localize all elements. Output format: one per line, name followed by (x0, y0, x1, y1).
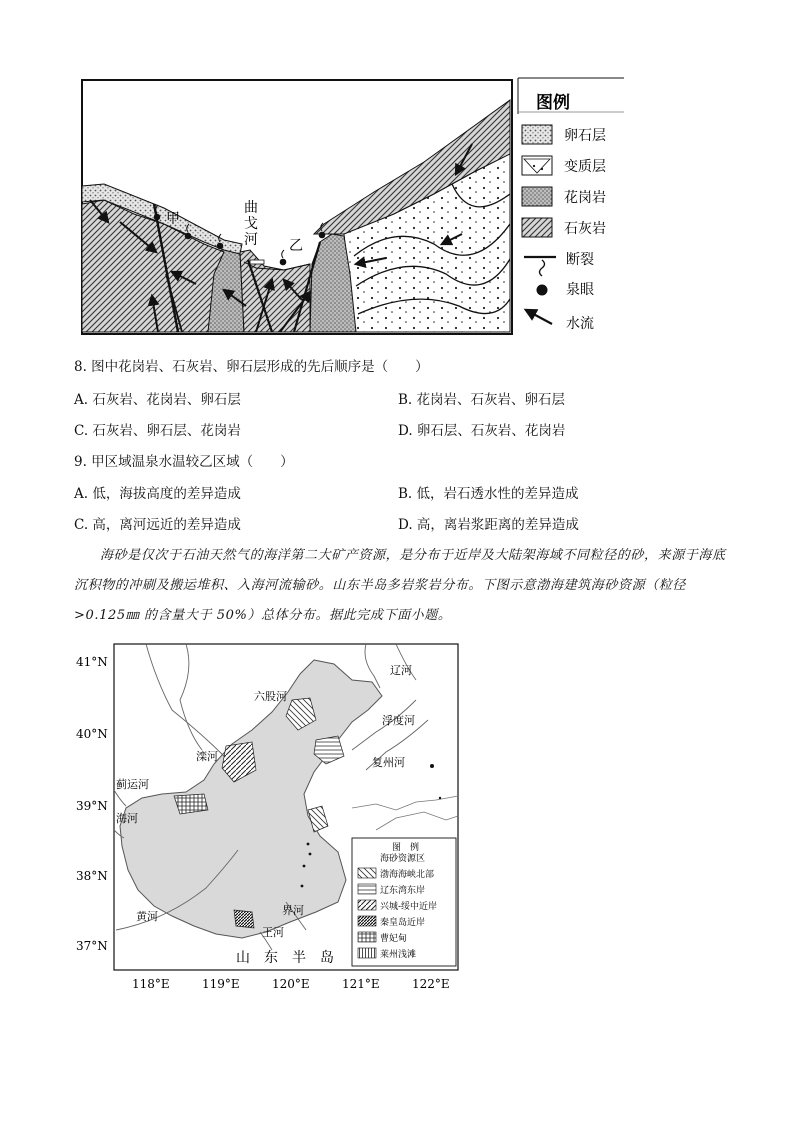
river-label-jiyun: 蓟运河 (116, 778, 149, 791)
river-label-jiehe: 界河 (282, 904, 304, 917)
legend-item-metamorphic: 变质层 (564, 159, 606, 175)
geology-figure (74, 74, 626, 338)
lat-38: 38°N (76, 869, 108, 883)
label-river-1: 曲 (244, 200, 258, 216)
passage-text: 海砂是仅次于石油天然气的海洋第二大矿产资源，是分布于近岸及大陆架海域不同粒径的砂，来源于海底沉积物的冲刷及搬运堆积、入海河流输砂。山东半岛多岩浆岩分布。下图示意渤海建筑海砂资源（粒径>0.125㎜ 的含量大于 50%）总体分布。据此完成下面小题。 (74, 548, 726, 623)
lat-labels (76, 655, 108, 953)
question-8-option-d[interactable]: D. 卵石层、石灰岩、花岗岩 (398, 423, 566, 439)
label-river-2: 戈 (244, 216, 258, 232)
question-8-option-a[interactable]: A. 石灰岩、花岗岩、卵石层 (74, 392, 241, 408)
legend-item-flow: 水流 (566, 316, 594, 332)
lon-121: 121°E (342, 977, 380, 991)
question-8-option-c[interactable]: C. 石灰岩、卵石层、花岗岩 (74, 423, 241, 439)
sand-legend-item-4: 秦皇岛近岸 (380, 918, 426, 928)
question-8-option-b[interactable]: B. 花岗岩、石灰岩、卵石层 (398, 392, 566, 408)
lat-41: 41°N (76, 655, 108, 669)
legend-item-spring: 泉眼 (566, 282, 594, 298)
geology-cross-section (74, 74, 626, 338)
lon-122: 122°E (412, 977, 450, 991)
label-jia: 甲 (166, 211, 180, 227)
legend-item-granite: 花岗岩 (564, 190, 606, 206)
question-9-option-c[interactable]: C. 高，离河远近的差异造成 (74, 517, 241, 533)
lat-40: 40°N (76, 727, 108, 741)
geology-legend (518, 78, 624, 332)
label-yi: 乙 (289, 238, 303, 254)
river-label-huanghe: 黄河 (136, 910, 158, 923)
sand-legend-subtitle: 海砂资源区 (380, 854, 426, 864)
zone-laizhou (234, 910, 254, 928)
sand-legend-item-6: 莱州浅滩 (380, 950, 417, 960)
river-label-luan: 滦河 (196, 750, 218, 763)
river-label-liugu: 六股河 (254, 690, 287, 703)
river-label-fuzhou: 复州河 (372, 756, 405, 769)
lon-labels (132, 977, 450, 991)
zone-caofeidian (174, 794, 208, 814)
lat-39: 39°N (76, 799, 108, 813)
question-9-option-a[interactable]: A. 低，海拔高度的差异造成 (74, 486, 241, 502)
lon-119: 119°E (202, 977, 240, 991)
river-label-fudu: 浮度河 (382, 714, 415, 727)
geology-legend-title: 图例 (536, 93, 570, 113)
sand-legend-title: 图 例 (392, 843, 420, 853)
question-9-stem: 9. 甲区域温泉水温较乙区域（ ） (74, 454, 294, 470)
question-8-stem: 8. 图中花岗岩、石灰岩、卵石层形成的先后顺序是（ ） (74, 359, 429, 375)
sand-legend-item-1: 渤海海峡北部 (380, 870, 435, 880)
sand-legend-item-3: 兴城-绥中近岸 (380, 902, 438, 912)
lon-118: 118°E (132, 977, 170, 991)
label-river-3: 河 (244, 232, 258, 248)
question-9-option-b[interactable]: B. 低，岩石透水性的差异造成 (398, 486, 579, 502)
legend-item-fault: 断裂 (566, 252, 594, 268)
legend-item-limestone: 石灰岩 (564, 221, 606, 237)
sand-legend-item-2: 辽东湾东岸 (380, 886, 426, 896)
lat-37: 37°N (76, 939, 108, 953)
question-9-option-d[interactable]: D. 高，离岩浆距离的差异造成 (398, 517, 579, 533)
bohai-map (76, 640, 466, 992)
legend-item-gravel: 卵石层 (564, 128, 606, 144)
river-label-wanghe: 王河 (262, 926, 284, 939)
lon-120: 120°E (272, 977, 310, 991)
river-label-liao: 辽河 (390, 664, 412, 677)
sand-legend-item-5: 曹妃甸 (380, 934, 408, 944)
bohai-map-figure (76, 640, 466, 992)
peninsula-label: 山 东 半 岛 (236, 950, 334, 966)
sand-legend (352, 838, 456, 966)
river-label-haihe: 海河 (116, 812, 138, 825)
